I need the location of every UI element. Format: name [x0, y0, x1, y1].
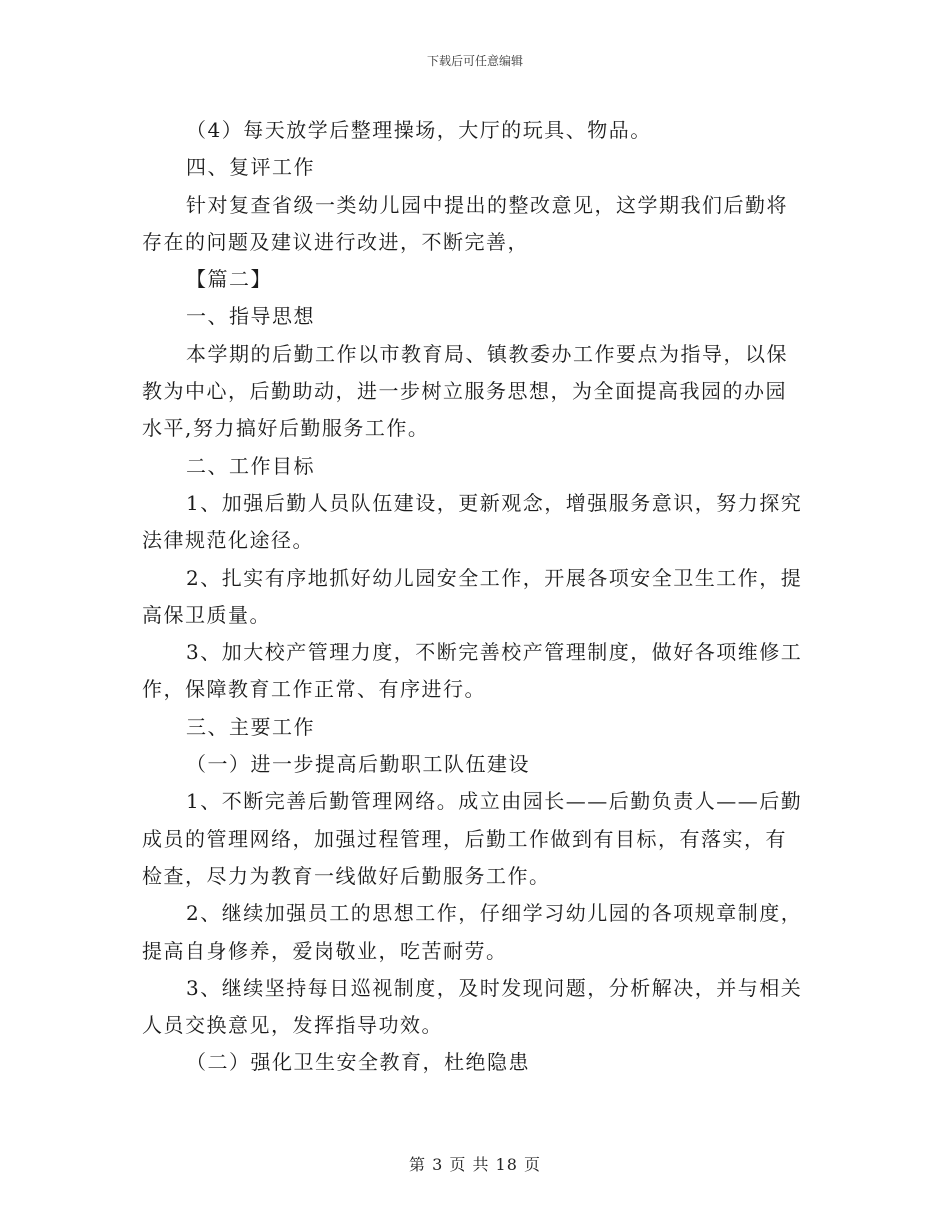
- text-line: 2、继续加强员工的思想工作，仔细学习幼儿园的各项规章制度，: [186, 901, 803, 926]
- text-line: 本学期的后勤工作以市教育局、镇教委办工作要点为指导，以保: [186, 341, 788, 366]
- text-line: 高保卫质量。: [142, 602, 271, 627]
- text-line: 成员的管理网络，加强过程管理，后勤工作做到有目标，有落实，有: [142, 826, 787, 851]
- text-line: 检查，尽力为教育一线做好后勤服务工作。: [142, 863, 551, 888]
- text-line: 1、加强后勤人员队伍建设，更新观念，增强服务意识，努力探究: [186, 490, 803, 515]
- page-header: 下载后可任意编辑: [426, 54, 523, 68]
- text-line: 作，保障教育工作正常、有序进行。: [142, 677, 486, 702]
- text-line: 法律规范化途径。: [142, 528, 314, 553]
- text-line: 二、工作目标: [186, 453, 315, 478]
- document-body: [142, 112, 810, 1082]
- text-line: 3、继续坚持每日巡视制度，及时发现问题，分析解决，并与相关: [186, 975, 803, 1000]
- text-line: 1、不断完善后勤管理网络。成立由园长——后勤负责人——后勤: [186, 789, 803, 814]
- text-line: 【篇二】: [186, 267, 272, 292]
- page-number-footer: 第 3 页 共 18 页: [409, 1155, 541, 1174]
- text-line: 2、扎实有序地抓好幼儿园安全工作，开展各项安全卫生工作，提: [186, 565, 803, 590]
- text-line: 存在的问题及建议进行改进，不断完善，: [142, 229, 529, 254]
- text-line: 一、指导思想: [186, 304, 315, 329]
- text-line: 三、主要工作: [186, 714, 315, 739]
- text-line: 提高自身修养，爱岗敬业，吃苦耐劳。: [142, 938, 508, 963]
- text-line: （二）强化卫生安全教育，杜绝隐患: [186, 1050, 530, 1075]
- text-line: 3、加大校产管理力度，不断完善校产管理制度，做好各项维修工: [186, 640, 803, 665]
- text-line: 水平,努力搞好后勤服务工作。: [142, 416, 430, 441]
- text-line: 针对复查省级一类幼儿园中提出的整改意见，这学期我们后勤将: [186, 192, 788, 217]
- text-line: 人员交换意见，发挥指导功效。: [142, 1013, 443, 1038]
- text-line: 四、复评工作: [186, 155, 315, 180]
- text-line: （一）进一步提高后勤职工队伍建设: [186, 752, 530, 777]
- text-line: （4）每天放学后整理操场，大厅的玩具、物品。: [186, 118, 652, 142]
- text-line: 教为中心，后勤助动，进一步树立服务思想，为全面提高我园的办园: [142, 379, 787, 404]
